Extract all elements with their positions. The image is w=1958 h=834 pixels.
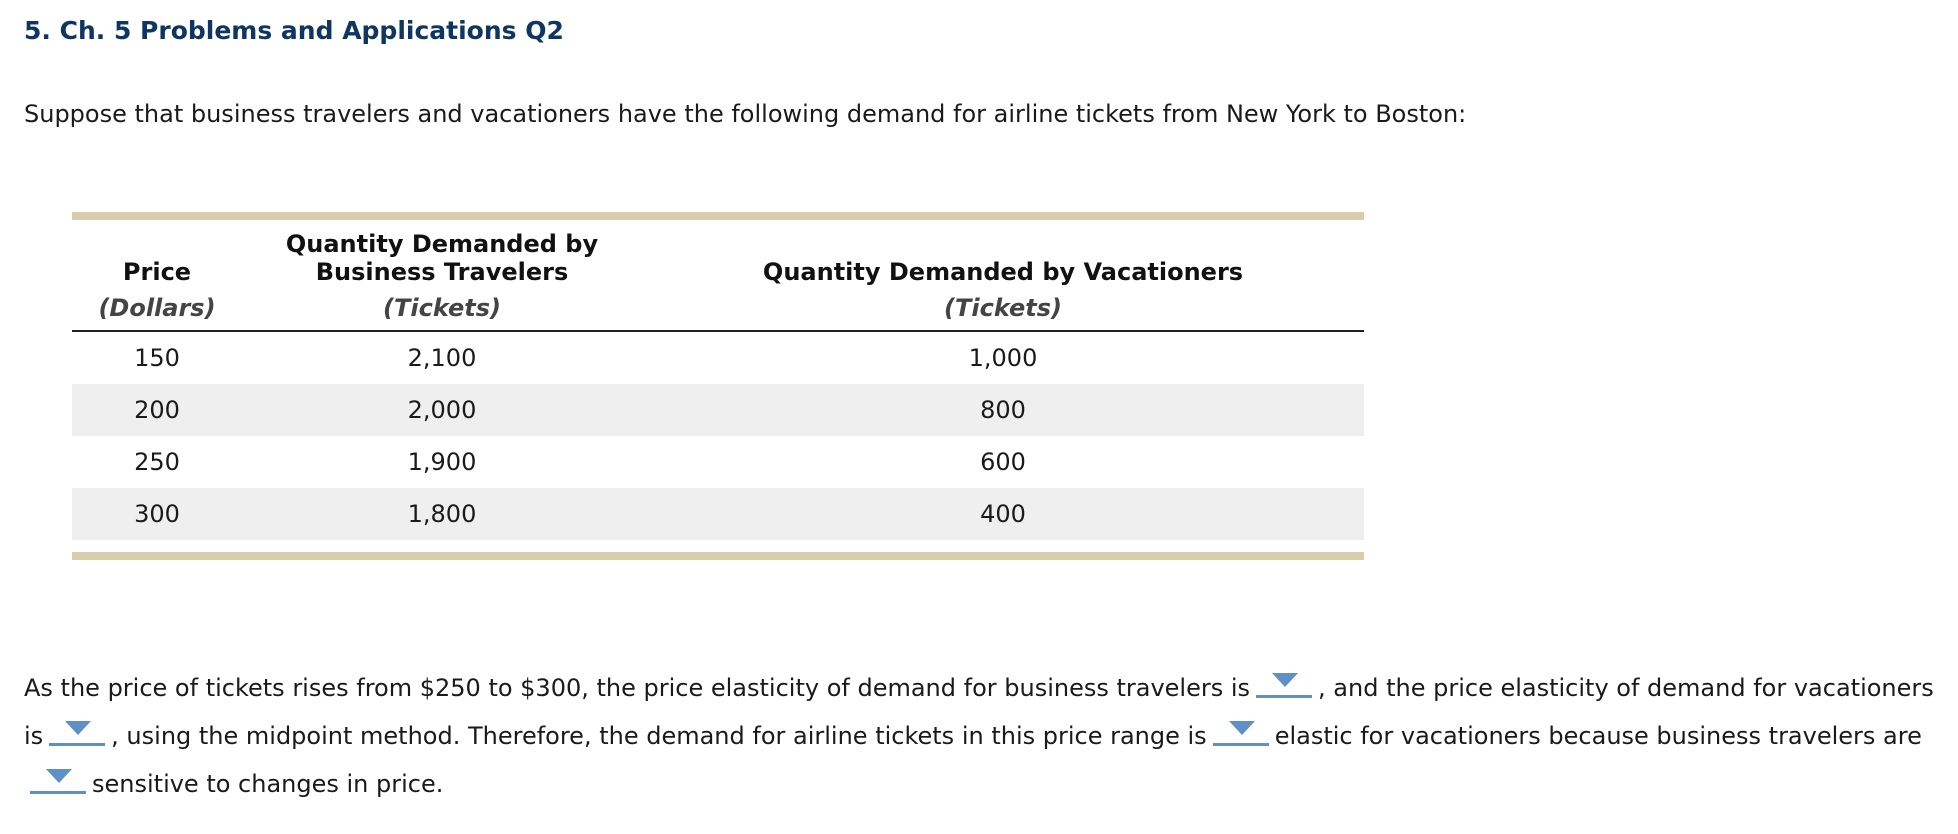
cell-business: 1,800 — [242, 488, 642, 540]
unit-price: (Dollars) — [72, 286, 242, 331]
question-part-1: As the price of tickets rises from $250 to $300, the price elasticity of demand for business travelers is — [24, 674, 1251, 702]
cell-vacationers: 600 — [980, 448, 1026, 476]
question-part-2: , and the price elasticity of demand for vacationers is — [24, 674, 1934, 750]
question-part-5: sensitive to changes in price. — [92, 770, 444, 798]
dropdown-arrow-icon — [46, 769, 72, 783]
table-top-bar — [72, 212, 1364, 220]
header-vacationers: Quantity Demanded by Vacationers — [762, 258, 1244, 286]
cell-price: 200 — [72, 384, 242, 436]
cell-price: 250 — [134, 448, 180, 476]
question-part-3: , using the midpoint method. Therefore, the demand for airline tickets in this price range is — [111, 722, 1207, 750]
table-row — [72, 331, 1364, 384]
cell-price: 150 — [134, 344, 180, 372]
table-row — [72, 384, 1364, 436]
table-bottom-bar — [72, 552, 1364, 560]
demand-table — [72, 212, 1364, 560]
cell-vacationers: 400 — [642, 488, 1364, 540]
intro-text: Suppose that business travelers and vacationers have the following demand for airline tickets from New York to Boston: — [24, 100, 1467, 128]
dropdown-arrow-icon — [1229, 721, 1255, 735]
cell-vacationers: 1,000 — [968, 344, 1038, 372]
unit-business: (Tickets) — [242, 286, 642, 331]
cell-business: 2,000 — [242, 384, 642, 436]
cell-business: 2,100 — [407, 344, 477, 372]
vacationer-elasticity-dropdown[interactable] — [49, 717, 105, 746]
dropdown-arrow-icon — [65, 721, 91, 735]
question-text — [24, 664, 1934, 808]
cell-business: 1,900 — [407, 448, 477, 476]
table-row — [72, 436, 1364, 488]
table-row — [72, 488, 1364, 540]
comparison-dropdown[interactable] — [1213, 717, 1269, 746]
sensitivity-dropdown[interactable] — [30, 765, 86, 794]
cell-price: 300 — [72, 488, 242, 540]
question-part-4: elastic for vacationers because business travelers are — [1274, 722, 1922, 750]
dropdown-arrow-icon — [1272, 673, 1298, 687]
header-price: Price — [122, 258, 192, 286]
cell-vacationers: 800 — [642, 384, 1364, 436]
page-title: 5. Ch. 5 Problems and Applications Q2 — [24, 16, 564, 45]
header-business: Quantity Demanded by Business Travelers — [285, 230, 599, 286]
unit-vacationers: (Tickets) — [642, 286, 1364, 331]
business-elasticity-dropdown[interactable] — [1256, 669, 1312, 698]
